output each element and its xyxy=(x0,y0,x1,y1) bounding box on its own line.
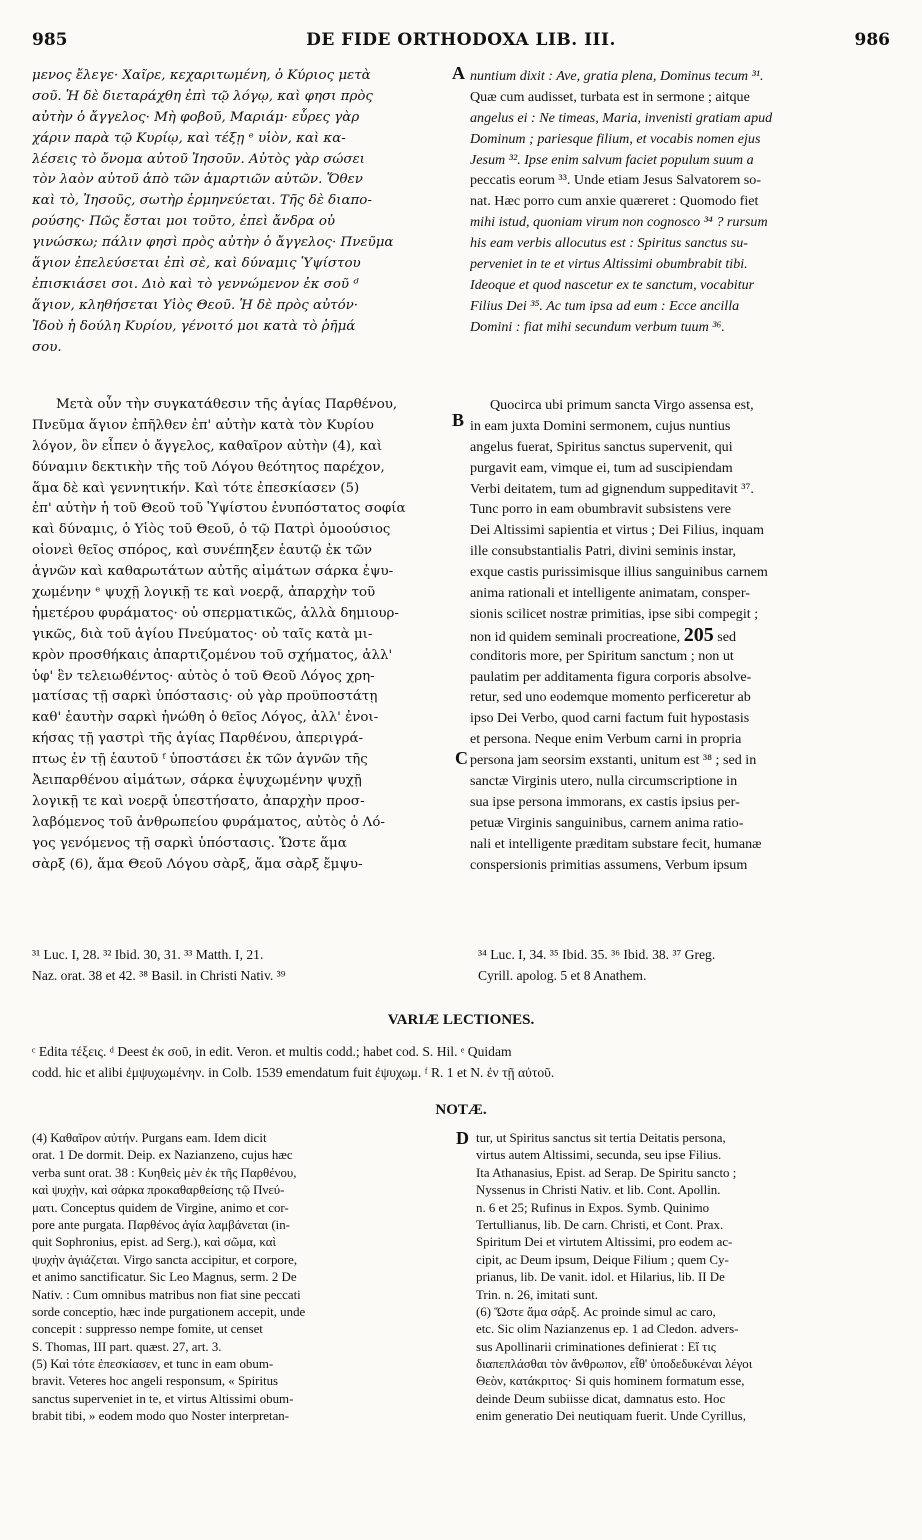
latin-line: nuntium dixit : Ave, gratia plena, Dominus tecum ³¹. xyxy=(470,68,764,84)
greek-line: πτως ἐν τῇ ἑαυτοῦ ᶠ ὑποστάσει ἐκ τῶν ἁγνῶν τῆς xyxy=(32,752,368,768)
note-line: orat. 1 De dormit. Deip. ex Nazianzeno, cujus hæc xyxy=(32,1148,293,1163)
note-line: pore ante purgata. Παρθένος ἁγία λαμβάνεται (in- xyxy=(32,1217,290,1232)
latin-line: Filius Dei ³⁵. Ac tum ipsa ad eum : Ecce ancilla xyxy=(470,297,740,314)
greek-column-top xyxy=(32,66,456,366)
latin-line: paulatim per additamenta figura corporis absolve- xyxy=(470,668,752,685)
note-line: et animo sanctificatur. Sic Leo Magnus, serm. 2 De xyxy=(32,1270,297,1285)
latin-line: Dei Altissimi sapientia et virtus ; Dei Filius, inquam xyxy=(470,522,764,539)
margin-marker-d: D xyxy=(456,1128,469,1148)
greek-line: κήσας τῇ γαστρὶ τῆς ἁγίας Παρθένου, ἀπεριγρά- xyxy=(32,731,364,747)
greek-line: μενος ἔλεγε· Χαῖρε, κεχαριτωμένη, ὁ Κύριος μετὰ xyxy=(32,68,371,83)
column-page-number: 205 xyxy=(683,624,714,646)
note-line: bravit. Veteres hoc angeli responsum, « Spiritus xyxy=(32,1374,279,1389)
note-line: cipit, ac Deum ipsum, Deique Filium ; quem Cy- xyxy=(476,1252,729,1267)
latin-line: purgavit eam, vimque ei, tum ad suscipiendam xyxy=(470,459,733,476)
latin-line: exque castis purissimisque illius sanguinibus carnem xyxy=(470,564,768,581)
note-line: n. 6 et 25; Rufinus in Expos. Symb. Quinimo xyxy=(476,1200,710,1215)
note-line: ψυχὴν ἁγιάζεται. Virgo sancta accipitur, et corpore, xyxy=(32,1252,298,1267)
greek-line: ματίσας τῇ σαρκὶ ὑπόστασις· οὐ γὰρ προϋποστάτῃ xyxy=(32,689,378,705)
note-line: enim generatio Dei neutiquam fuerit. Unde Cyrillus, xyxy=(476,1409,746,1424)
note-line: verba sunt orat. 38 : Κυηθεὶς μὲν ἐκ τῆς Παρθένου, xyxy=(32,1165,297,1180)
note-line: Nativ. : Cum omnibus matribus non fiat sine peccati xyxy=(32,1287,301,1302)
note-line: quit Sophronius, epist. ad Serg.), καὶ σῶμα, καὶ xyxy=(32,1235,276,1250)
margin-marker-a: A xyxy=(452,63,465,83)
latin-line: in eam juxta Domini sermonem, cujus nuntius xyxy=(470,417,731,434)
greek-line: καὶ δύναμις, ὁ Υἱὸς τοῦ Θεοῦ, ὁ τῷ Πατρὶ ὁμοούσιος xyxy=(32,522,391,538)
variae-lectiones-heading: VARIÆ LECTIONES. xyxy=(387,1012,535,1028)
margin-marker-c: C xyxy=(455,748,468,768)
note-line: sorde conceptio, hæc inde purgationem accepit, unde xyxy=(32,1304,306,1319)
note-line: Ita Athanasius, Epist. ad Serap. De Spiritu sancto ; xyxy=(476,1165,737,1180)
latin-column-main xyxy=(470,395,890,935)
greek-line: σοῦ. Ἡ δὲ διεταράχθη ἐπὶ τῷ λόγῳ, καὶ φησι πρὸς xyxy=(32,88,373,104)
greek-line: λογικῇ τε καὶ νοερᾷ ὑπεστήσατο, ἀπαρχὴν προσ- xyxy=(32,793,365,809)
latin-line: et persona. Neque enim Verbum carni in propria xyxy=(470,731,742,748)
greek-line: ἁγνῶν καὶ καθαρωτάτων αὐτῆς αἱμάτων σάρκα ἐψυ- xyxy=(32,564,394,580)
variae-line: ᶜ Edita τέξεις. ᵈ Deest ἐκ σοῦ, in edit. Veron. et multis codd.; habet cod. S. Hil. ᵉ Quidam xyxy=(32,1044,512,1059)
greek-line: σου. xyxy=(32,339,62,355)
running-header xyxy=(32,30,890,56)
notes-column-left xyxy=(32,1130,456,1430)
greek-line: χάριν παρὰ τῷ Κυρίῳ, καὶ τέξῃ ᵉ υἱὸν, καὶ κα- xyxy=(32,130,346,146)
latin-line: his eam verbis allocutus est : Spiritus sanctus su- xyxy=(470,235,748,252)
note-line: ματι. Conceptus quidem de Virgine, animo et cor- xyxy=(32,1200,289,1215)
scripture-ref-line: Cyrill. apolog. 5 et 8 Anathem. xyxy=(478,968,647,983)
greek-line: λόγον, ὃν εἶπεν ὁ ἄγγελος, καθαῖρον αὐτὴν (4), καὶ xyxy=(32,438,383,454)
note-line: Trin. n. 26, imitati sunt. xyxy=(476,1287,599,1302)
latin-line-tail: sed xyxy=(717,628,737,645)
greek-line: ἐπισκιάσει σοι. Διὸ καὶ τὸ γεννώμενον ἐκ σοῦ ᵈ xyxy=(32,276,359,292)
note-line: etc. Sic olim Nazianzenus ep. 1 ad Cledon. advers- xyxy=(476,1322,739,1337)
greek-column-main xyxy=(32,395,456,935)
greek-line: γικῶς, διὰ τοῦ ἁγίου Πνεύματος· οὐ ταῖς κατὰ μι- xyxy=(32,626,373,642)
note-line: Tertullianus, lib. De carn. Christi, et Cont. Prax. xyxy=(476,1217,724,1232)
greek-line: Μετὰ οὖν τὴν συγκατάθεσιν τῆς ἁγίας Παρθένου, xyxy=(56,397,398,412)
running-title: DE FIDE ORTHODOXA LIB. III. xyxy=(306,30,616,50)
note-line: (5) Καὶ τότε ἐπεσκίασεν, et tunc in eam obum- xyxy=(32,1357,274,1372)
latin-line: peccatis eorum ³³. Unde etiam Jesus Salvatorem so- xyxy=(470,172,762,189)
note-line: concepit : suppresso nempe fomite, ut censet xyxy=(32,1322,263,1337)
latin-line: sua ipse persona immorans, ex castis ipsius per- xyxy=(470,793,740,810)
page-number-left: 985 xyxy=(32,30,68,50)
greek-line: χωμένην ᵉ ψυχῇ λογικῇ τε καὶ νοερᾷ, ἀπαρχὴν τοῦ xyxy=(32,585,376,601)
greek-line: Ἰδοὺ ἡ δούλη Κυρίου, γένοιτό μοι κατὰ τὸ ῥῆμά xyxy=(32,318,356,334)
latin-line: Quæ cum audisset, turbata est in sermone ; aitque xyxy=(470,88,750,105)
latin-line: mihi istud, quoniam virum non cognosco ³⁴ ? rursum xyxy=(470,214,768,231)
latin-line: persona jam seorsim exstanti, unitum est ³⁸ ; sed in xyxy=(470,752,757,769)
latin-line: ipso Dei Verbo, quod carni factum fuit hypostasis xyxy=(470,710,750,727)
latin-line: angelus ei : Ne timeas, Maria, invenisti gratiam apud xyxy=(470,109,773,126)
variae-line: codd. hic et alibi ἐμψυχωμένην. in Colb. 1539 emendatum fuit ἐψυχωμ. ᶠ R. 1 et N. ἐν τῇ αὐτοῦ. xyxy=(32,1064,555,1080)
greek-line: δύναμιν δεκτικὴν τῆς τοῦ Λόγου θεότητος παρέχον, xyxy=(32,459,385,475)
note-line: Nyssenus in Christi Nativ. et lib. Cont. Apollin. xyxy=(476,1183,721,1198)
page-number-right: 986 xyxy=(854,30,890,50)
greek-line: γινώσκω; πάλιν φησὶ πρὸς αὐτὴν ὁ ἄγγελος· Πνεῦμα xyxy=(32,235,394,251)
scripture-ref-line: ³¹ Luc. I, 28. ³² Ibid. 30, 31. ³³ Matth. I, 21. xyxy=(32,947,264,962)
note-line: (4) Καθαῖρον αὐτήν. Purgans eam. Idem dicit xyxy=(32,1131,267,1145)
note-line: Θεὸν, κατάκριτος· Si quis hominem formatum esse, xyxy=(476,1374,745,1389)
note-line: (6) Ὥστε ἅμα σάρξ. Ac proinde simul ac caro, xyxy=(476,1304,716,1319)
note-line: S. Thomas, III part. quæst. 27, art. 3. xyxy=(32,1339,222,1354)
latin-line: petuæ Virginis sanguinibus, carnem anima ratio- xyxy=(470,814,744,831)
greek-line: σὰρξ (6), ἅμα Θεοῦ Λόγου σὰρξ, ἅμα σὰρξ ἔμψυ- xyxy=(32,856,363,872)
latin-line: Quocirca ubi primum sancta Virgo assensa est, xyxy=(490,397,754,413)
greek-line: γος γενόμενος τῇ σαρκὶ ὑπόστασις. Ὥστε ἅμα xyxy=(32,835,347,851)
greek-line: ὑφ' ἓν τελειωθέντος· αὐτὸς ὁ τοῦ Θεοῦ Λόγος χρη- xyxy=(32,668,375,684)
scripture-ref-line: Naz. orat. 38 et 42. ³⁸ Basil. in Christi Nativ. ³⁹ xyxy=(32,968,286,983)
greek-line: αὐτὴν ὁ ἄγγελος· Μὴ φοβοῦ, Μαριάμ· εὗρες γὰρ xyxy=(32,109,360,125)
greek-line: ἐπ' αὐτὴν ἡ τοῦ Θεοῦ τοῦ Ὑψίστου ἐνυπόστατος σοφία xyxy=(32,501,406,517)
latin-line: Ideoque et quod nascetur ex te sanctum, vocabitur xyxy=(470,276,755,293)
greek-line: Ἀειπαρθένου αἱμάτων, σάρκα ἐψυχωμένην ψυχῇ xyxy=(32,773,362,789)
latin-line: perveniet in te et virtus Altissimi obumbrabit tibi. xyxy=(470,256,748,273)
latin-line: nali et intelligente præditam substare fecit, humanæ xyxy=(470,835,762,852)
greek-line: λαβόμενος τοῦ ἀνθρωπείου φυράματος, αὐτὸς ὁ Λό- xyxy=(32,814,385,830)
note-line: brabit tibi, » eodem modo quo Noster interpretan- xyxy=(32,1409,290,1424)
variae-lectiones-body xyxy=(32,1042,890,1084)
note-line: virtus autem Altissimi, secunda, seu ipse Filius. xyxy=(476,1148,722,1163)
scripture-refs-left xyxy=(32,944,468,986)
latin-line: Domini : fiat mihi secundum verbum tuum ³⁶. xyxy=(470,318,725,335)
latin-column-top xyxy=(470,66,890,366)
latin-line: Jesum ³². Ipse enim salvum faciet populum suum a xyxy=(470,151,754,168)
scripture-ref-line: ³⁴ Luc. I, 34. ³⁵ Ibid. 35. ³⁶ Ibid. 38. ³⁷ Greg. xyxy=(478,947,716,962)
scripture-refs-right xyxy=(478,944,890,986)
greek-line: τὸν λαὸν αὐτοῦ ἀπὸ τῶν ἁμαρτιῶν αὐτῶν. Ὅθεν xyxy=(32,172,363,188)
latin-line: angelus fuerat, Spiritus sanctus supervenit, qui xyxy=(470,438,733,455)
note-line: sanctus superveniet in te, et virtus Altissimi obum- xyxy=(32,1391,294,1406)
note-line: καὶ ψυχὴν, καὶ σάρκα προκαθαρθείσης τῷ Πνεύ- xyxy=(32,1183,285,1198)
latin-line: conditoris more, per Spiritum sanctum ; non ut xyxy=(470,647,734,664)
latin-line: conspersionis primitias assumens, Verbum ipsum xyxy=(470,856,748,873)
note-line: sus Apollinarii criminationes definierat : Εἴ τις xyxy=(476,1339,716,1354)
note-line: deinde Deum subiisse dicat, damnatus esto. Hoc xyxy=(476,1391,726,1406)
margin-marker-b: B xyxy=(452,410,465,430)
greek-line: λέσεις τὸ ὄνομα αὐτοῦ Ἰησοῦν. Αὐτὸς γὰρ σώσει xyxy=(32,151,365,167)
greek-line: ρούσης· Πῶς ἔσται μοι τοῦτο, ἐπεὶ ἄνδρα οὐ xyxy=(32,214,336,230)
note-line: prianus, lib. De vanit. idol. et Hilarius, lib. II De xyxy=(476,1270,725,1285)
notae-heading: NOTÆ. xyxy=(435,1102,487,1118)
latin-line: ille consubstantialis Patri, divini seminis instar, xyxy=(470,543,737,560)
latin-line: Tunc porro in eam obumbravit subsistens vere xyxy=(470,501,731,518)
greek-line: οἱονεὶ θεῖος σπόρος, καὶ συνέπηξεν ἑαυτῷ ἐκ τῶν xyxy=(32,543,373,559)
greek-line: καθ' ἑαυτὴν σαρκὶ ἡνώθη ὁ θεῖος Λόγος, ἀλλ' ἐνοι- xyxy=(32,710,379,726)
latin-line: Dominum ; pariesque filium, et vocabis nomen ejus xyxy=(470,130,761,147)
greek-line: ἅγιον ἐπελεύσεται ἐπὶ σὲ, καὶ δύναμις Ὑψίστου xyxy=(32,256,361,272)
latin-line xyxy=(470,625,890,646)
latin-line: retur, sed uno eodemque momento perficeretur ab xyxy=(470,689,751,706)
note-line: Spiritum Dei et virtutem Altissimi, pro eodem ac- xyxy=(476,1235,733,1250)
latin-line: nat. Hæc porro cum anxie quæreret : Quomodo fiet xyxy=(470,193,759,210)
latin-line-text: non id quidem seminali procreatione, xyxy=(470,628,681,645)
note-line: διαπεπλάσθαι τὸν ἄνθρωπον, εἶθ' ὑποδεδυκέναι λέγοι xyxy=(476,1357,753,1372)
latin-line: sionis scilicet nostræ primitias, ipse sibi compegit ; xyxy=(470,605,759,622)
greek-line: καὶ τὸ, Ἰησοῦς, σωτὴρ ἑρμηνεύεται. Τῆς δὲ διαπο- xyxy=(32,193,372,209)
greek-line: ἅγιον, κληθήσεται Υἱὸς Θεοῦ. Ἡ δὲ πρὸς αὐτόν· xyxy=(32,297,359,313)
latin-line: sanctæ Virginis utero, nulla circumscriptione in xyxy=(470,773,738,790)
greek-line: κρὸν προσθήκαις ἀπαρτιζομένου τοῦ σχήματος, ἀλλ' xyxy=(32,647,393,663)
note-line: tur, ut Spiritus sanctus sit tertia Deitatis persona, xyxy=(476,1131,726,1145)
greek-line: Πνεῦμα ἅγιον ἐπῆλθεν ἐπ' αὐτὴν κατὰ τὸν Κυρίου xyxy=(32,417,374,433)
latin-line: Verbi deitatem, tum ad gignendum suppeditavit ³⁷. xyxy=(470,480,754,497)
greek-line: ἡμετέρου φυράματος· οὐ σπερματικῶς, ἀλλὰ δημιουρ- xyxy=(32,605,399,621)
notes-column-right xyxy=(476,1130,890,1430)
greek-line: ἅμα δὲ καὶ γεννητικήν. Καὶ τότε ἐπεσκίασεν (5) xyxy=(32,480,360,496)
latin-line: anima rationali et intelligente animatam, consper- xyxy=(470,585,750,602)
